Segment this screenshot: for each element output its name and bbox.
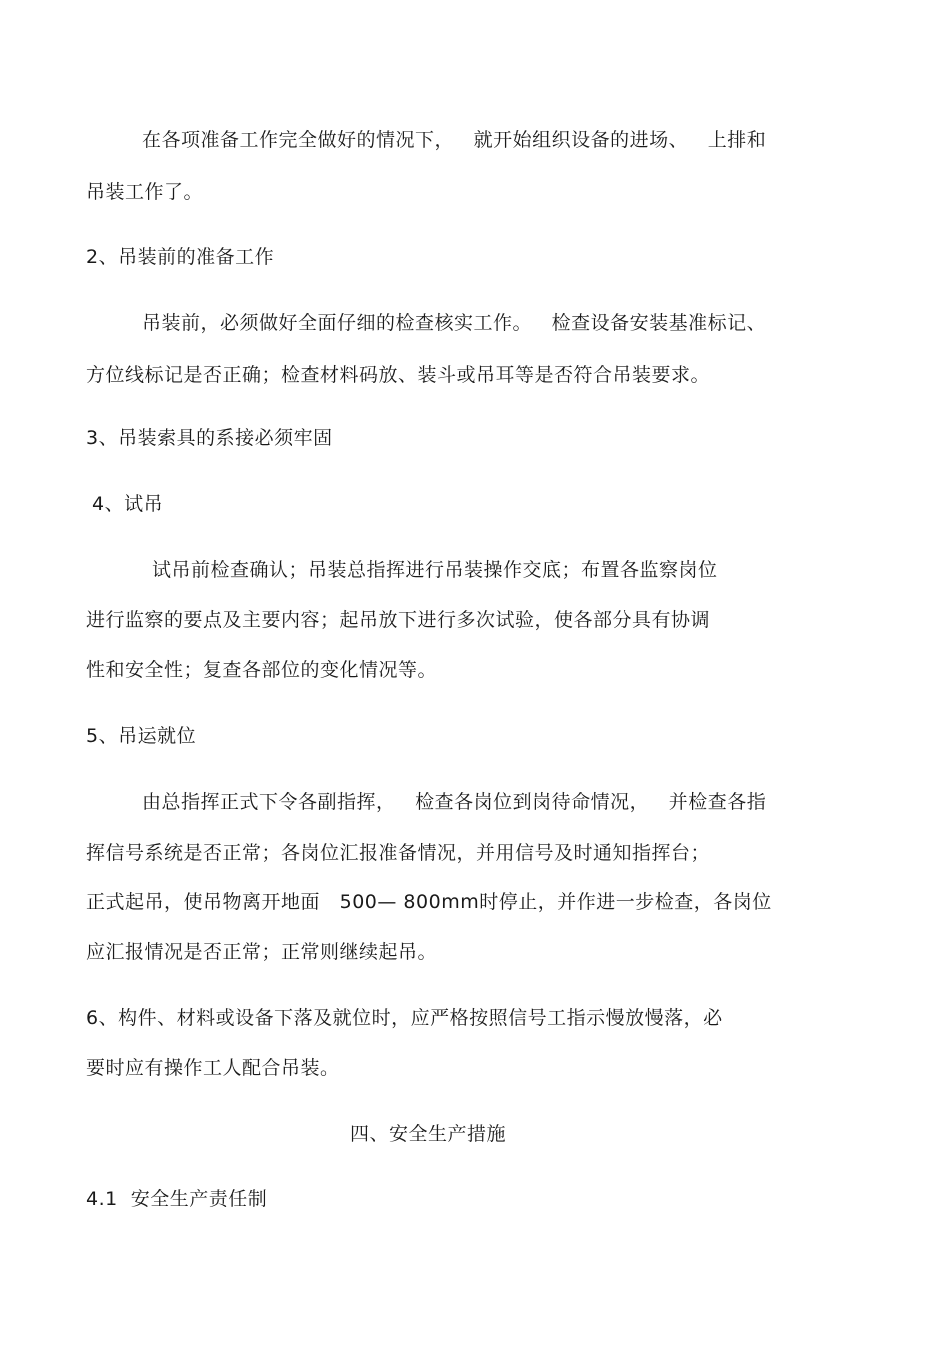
paragraph-line: 在各项准备工作完全做好的情况下， 就开始组织设备的进场、 上排和	[142, 129, 767, 151]
chapter-heading: 四、安全生产措施	[350, 1123, 507, 1145]
section-heading: 4、试吊	[92, 493, 164, 515]
paragraph-line: 挥信号系统是否正常；各岗位汇报准备情况，并用信号及时通知指挥台；	[86, 842, 711, 864]
paragraph-line: 由总指挥正式下令各副指挥， 检查各岗位到岗待命情况， 并检查各指	[142, 791, 767, 813]
subsection-heading: 4.1 安全生产责任制	[86, 1188, 268, 1210]
paragraph-line: 进行监察的要点及主要内容；起吊放下进行多次试验，使各部分具有协调	[86, 609, 711, 631]
paragraph-line: 吊装工作了。	[86, 181, 204, 203]
paragraph-line: 方位线标记是否正确；检查材料码放、装斗或吊耳等是否符合吊装要求。	[86, 364, 711, 386]
paragraph-line: 正式起吊，使吊物离开地面 500— 800mm时停止，并作进一步检查，各岗位	[86, 891, 772, 913]
paragraph-line: 吊装前，必须做好全面仔细的检查核实工作。 检查设备安装基准标记、	[142, 312, 767, 334]
section-heading: 5、吊运就位	[86, 725, 197, 747]
paragraph-line: 要时应有操作工人配合吊装。	[86, 1057, 340, 1079]
paragraph-line: 6、构件、材料或设备下落及就位时，应严格按照信号工指示慢放慢落，必	[86, 1007, 723, 1029]
section-heading: 2、吊装前的准备工作	[86, 246, 275, 268]
paragraph-line: 应汇报情况是否正常；正常则继续起吊。	[86, 941, 438, 963]
paragraph-line: 性和安全性；复查各部位的变化情况等。	[86, 659, 438, 681]
paragraph-line: 试吊前检查确认；吊装总指挥进行吊装操作交底；布置各监察岗位	[152, 559, 718, 581]
section-heading: 3、吊装索具的系接必须牢固	[86, 427, 333, 449]
